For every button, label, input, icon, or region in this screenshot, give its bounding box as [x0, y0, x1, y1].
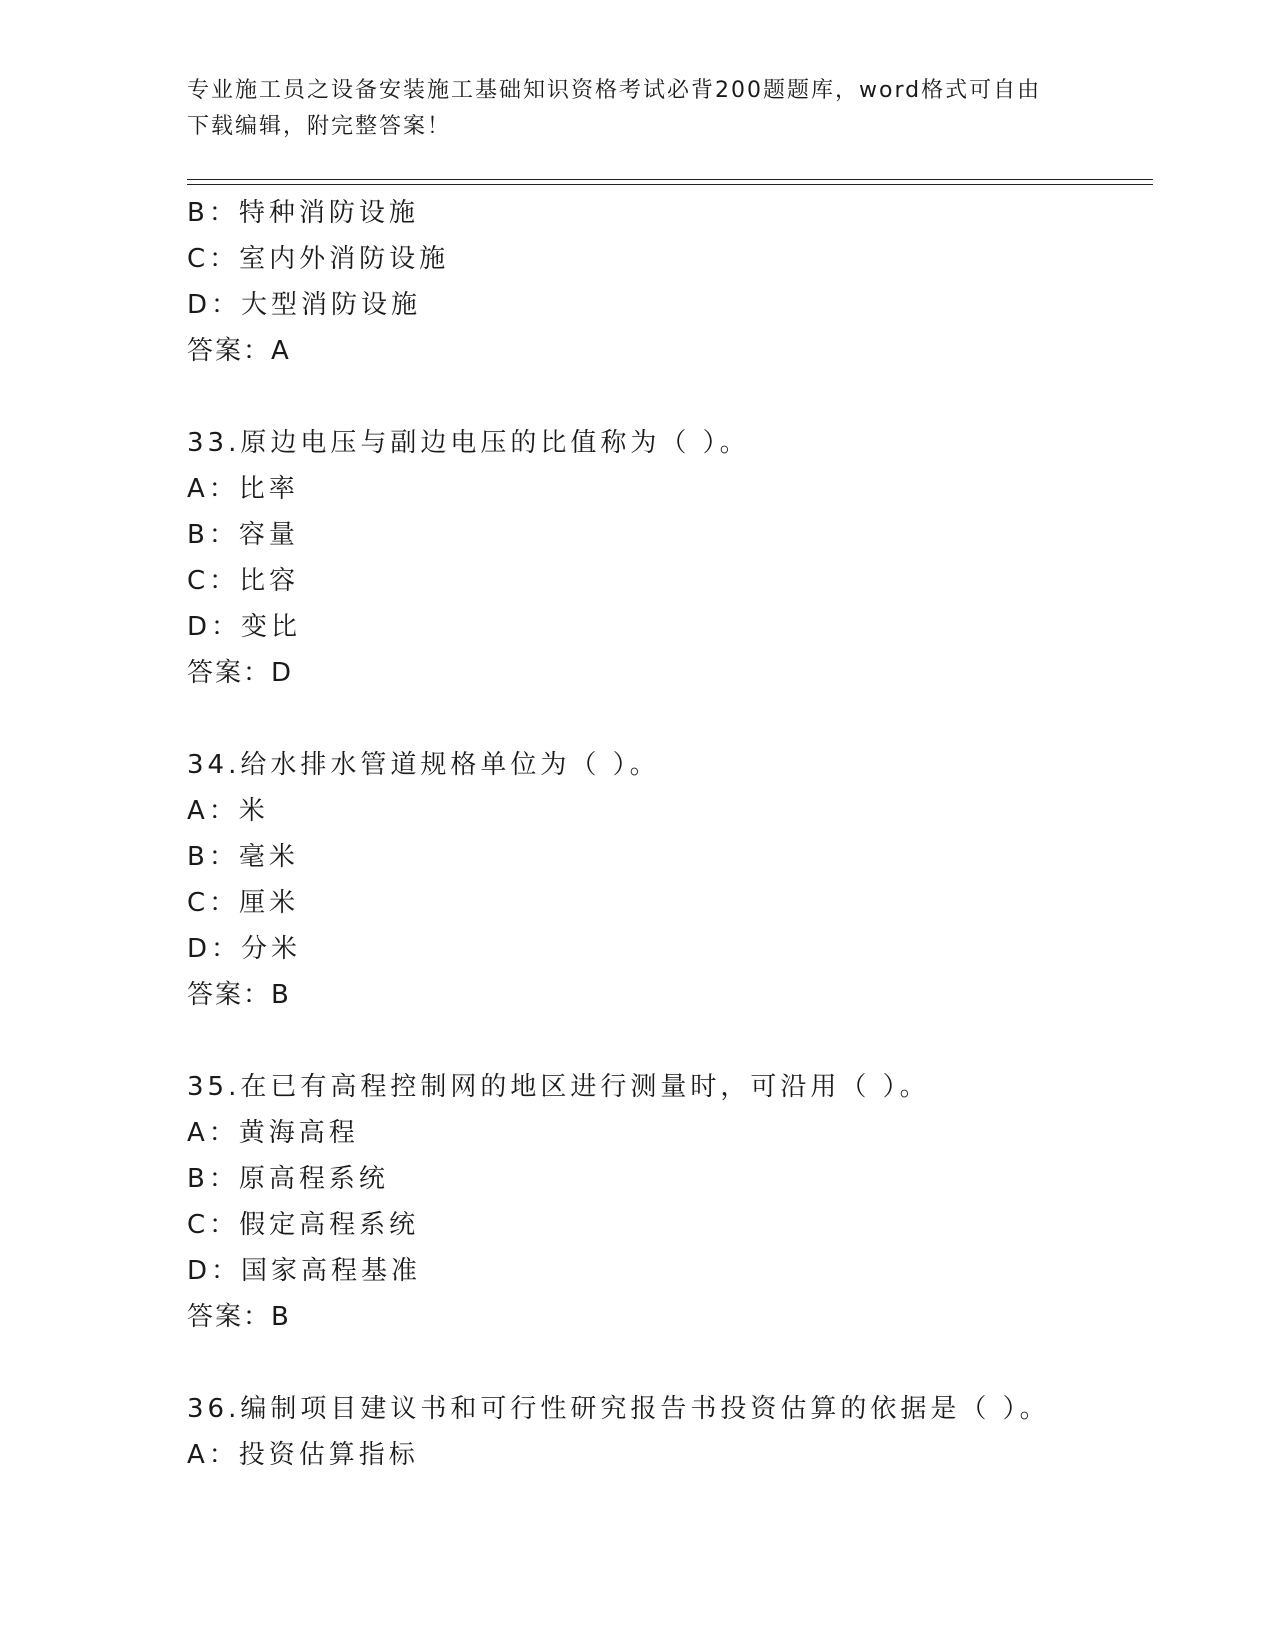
answer: 答案：B — [187, 980, 291, 1010]
option-a: A：米 — [187, 796, 269, 826]
option-c: C：假定高程系统 — [187, 1210, 420, 1240]
header-rule-top — [187, 179, 1153, 180]
answer: 答案：B — [187, 1302, 291, 1332]
header-line-2: 下载编辑，附完整答案！ — [187, 114, 452, 139]
header-rule-bottom — [187, 184, 1153, 185]
option-d: D：国家高程基准 — [187, 1256, 422, 1286]
answer: 答案：A — [187, 336, 291, 366]
answer: 答案：D — [187, 658, 294, 688]
option-c: C：室内外消防设施 — [187, 244, 450, 274]
question-stem: 34.给水排水管道规格单位为（ ）。 — [187, 750, 660, 780]
question-33 — [187, 420, 1153, 696]
option-c: C：比容 — [187, 566, 300, 596]
option-c: C：厘米 — [187, 888, 300, 918]
document-header — [187, 73, 1067, 145]
question-stem: 33.原边电压与副边电压的比值称为（ ）。 — [187, 428, 750, 458]
option-d: D：分米 — [187, 934, 302, 964]
option-a: A：比率 — [187, 474, 299, 504]
option-a: A：黄海高程 — [187, 1118, 359, 1148]
option-b: B：特种消防设施 — [187, 198, 419, 228]
question-34 — [187, 742, 1153, 1018]
option-d: D：变比 — [187, 612, 302, 642]
question-stem: 35.在已有高程控制网的地区进行测量时，可沿用（ ）。 — [187, 1072, 930, 1102]
option-a: A：投资估算指标 — [187, 1440, 419, 1470]
option-d: D：大型消防设施 — [187, 290, 422, 320]
question-36 — [187, 1386, 1153, 1478]
option-b: B：毫米 — [187, 842, 299, 872]
question-35 — [187, 1064, 1153, 1340]
header-line-1: 专业施工员之设备安装施工基础知识资格考试必背200题题库，word格式可自由 — [187, 78, 1042, 103]
option-b: B：原高程系统 — [187, 1164, 389, 1194]
question-list — [187, 190, 1153, 1478]
question-stem: 36.编制项目建议书和可行性研究报告书投资估算的依据是（ ）。 — [187, 1394, 1050, 1424]
question-32-continued — [187, 190, 1153, 374]
option-b: B：容量 — [187, 520, 299, 550]
